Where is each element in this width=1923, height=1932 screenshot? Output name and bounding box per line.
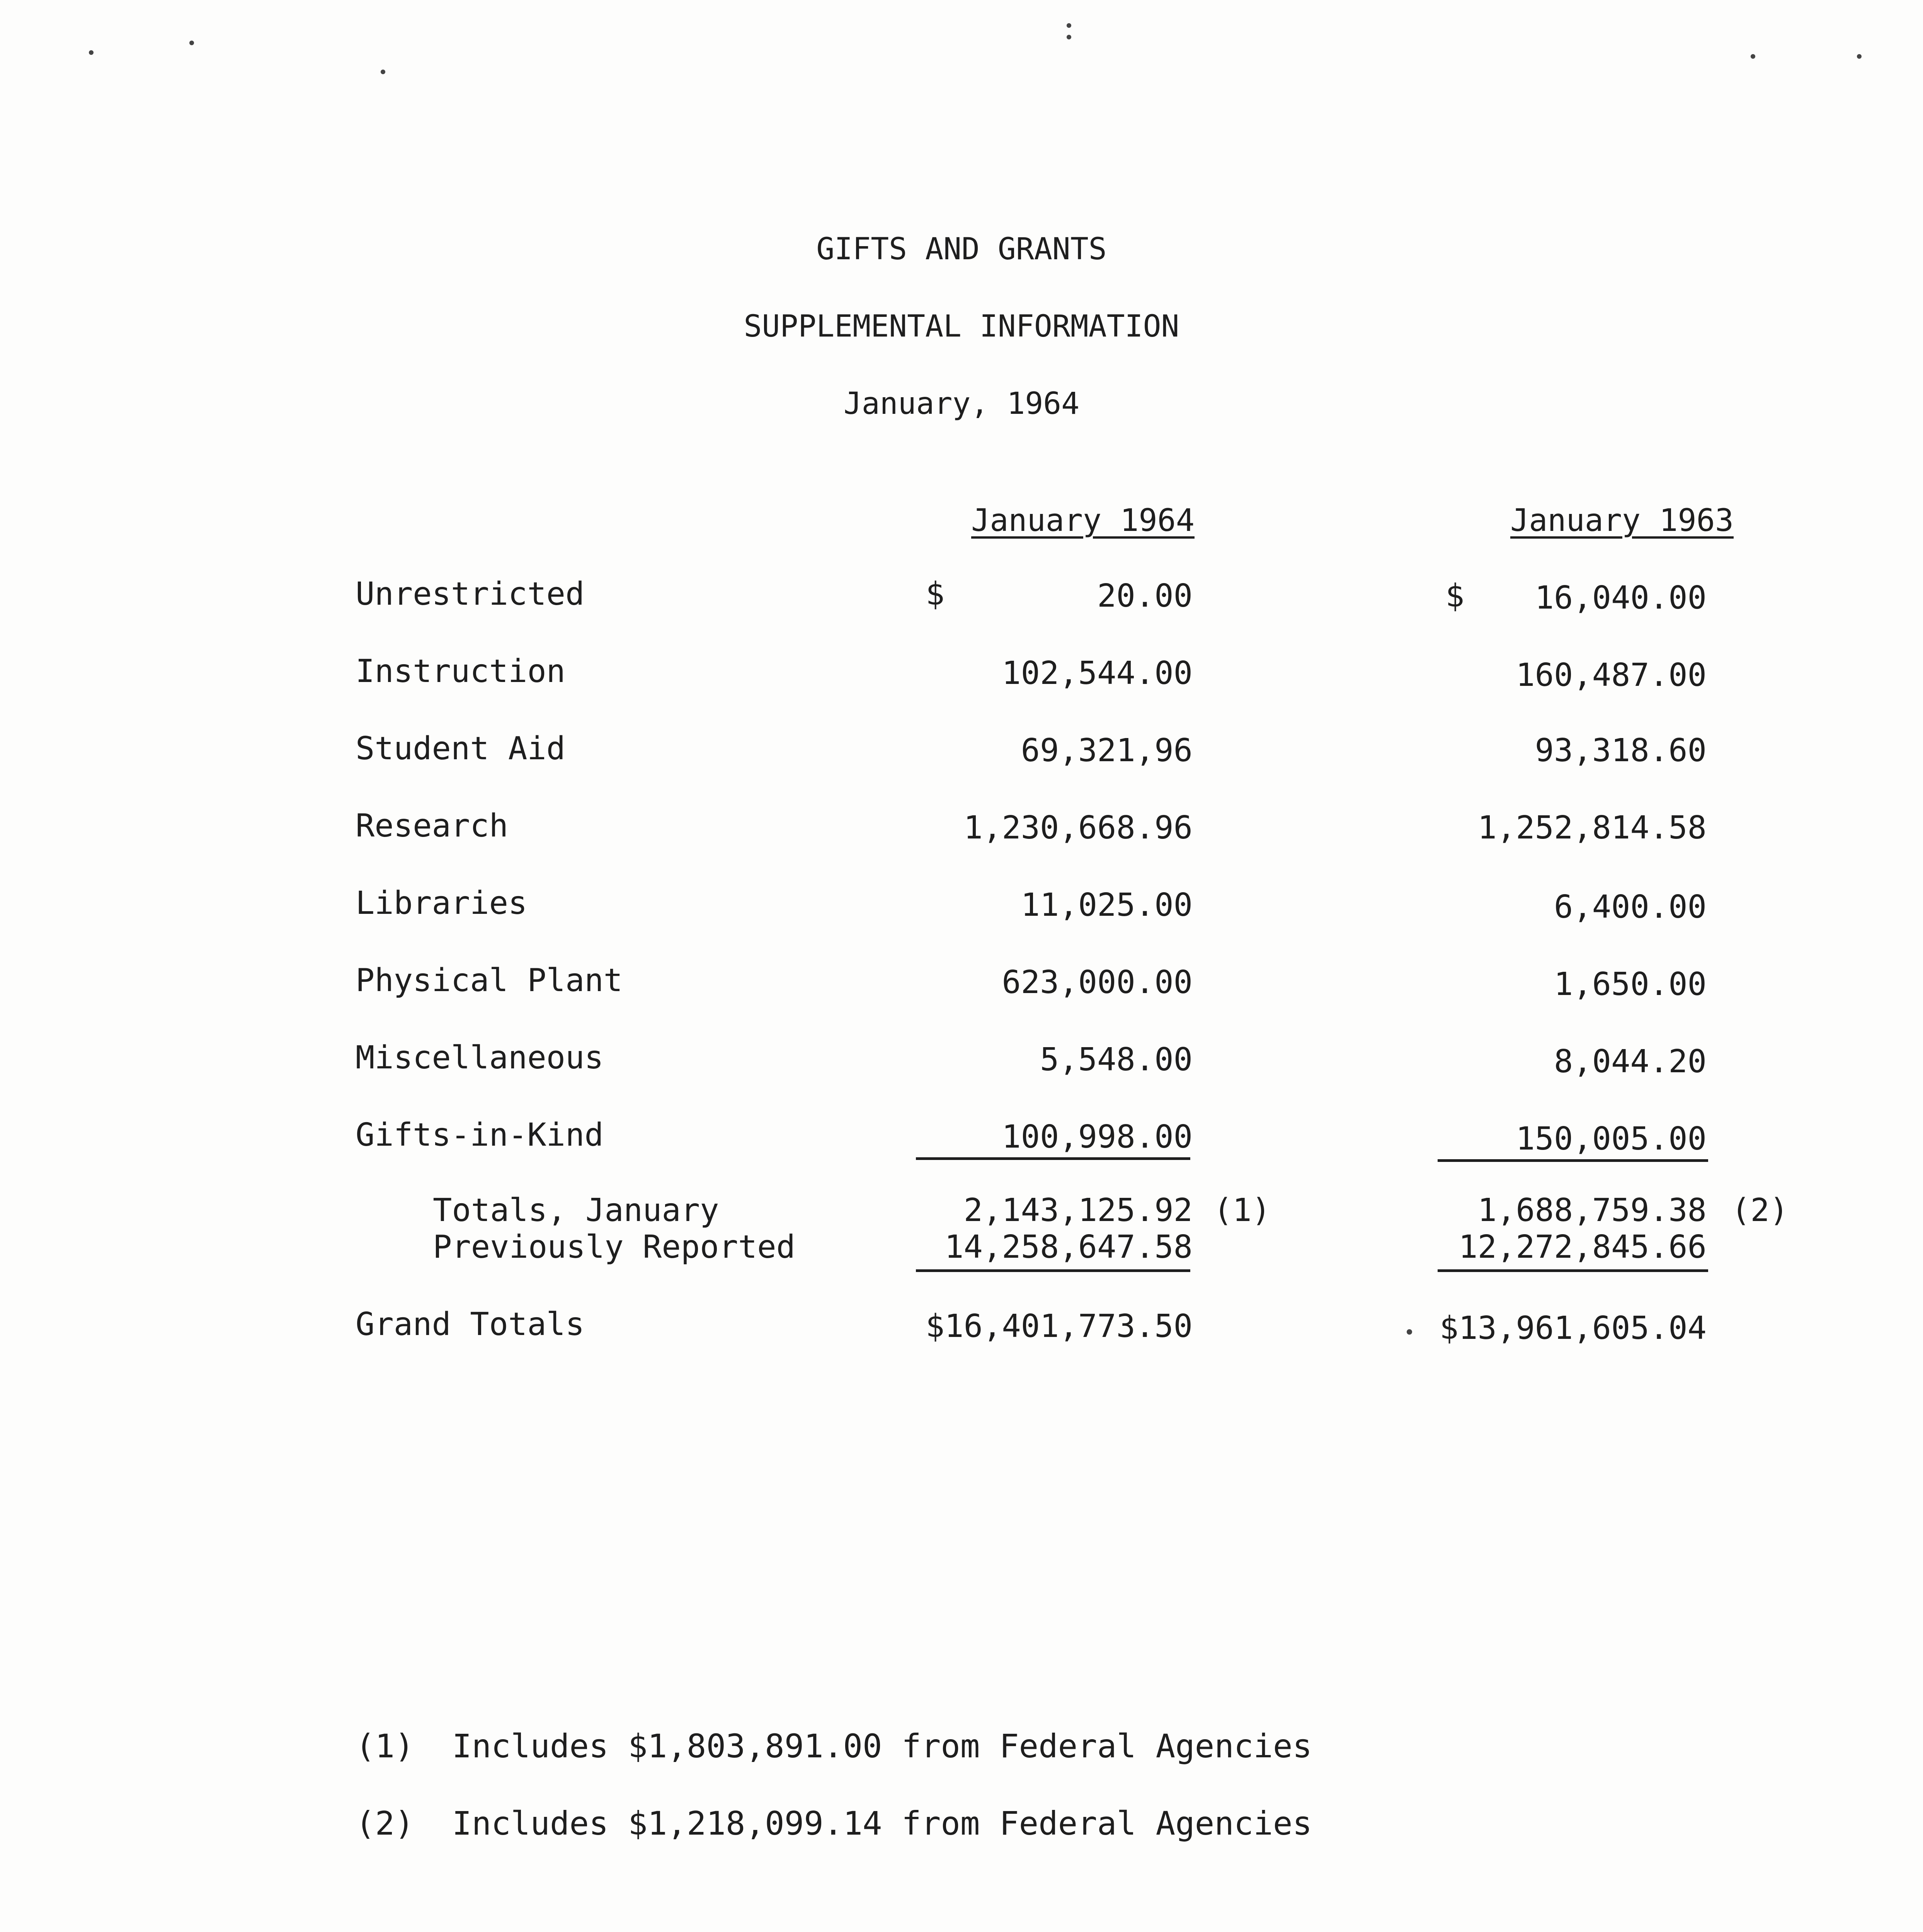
totals-january-current: 2,143,125.92 bbox=[963, 1192, 1193, 1229]
subtotal-rule bbox=[916, 1157, 1190, 1160]
row-value-current: 623,000.00 bbox=[1002, 964, 1193, 1001]
row-value-prior: 150,005.00 bbox=[1516, 1121, 1707, 1157]
scan-speck bbox=[89, 50, 94, 55]
footnote-number: (2) bbox=[356, 1804, 414, 1842]
row-value-current: 11,025.00 bbox=[1021, 887, 1193, 923]
row-value-current: 1,230,668.96 bbox=[963, 810, 1193, 846]
row-value-prior: 1,252,814.58 bbox=[1477, 810, 1707, 846]
footnote-text: Includes $1,218,099.14 from Federal Agencies bbox=[452, 1804, 1312, 1842]
total-rule bbox=[1438, 1269, 1708, 1272]
previously-reported-current: 14,258,647.58 bbox=[944, 1229, 1193, 1265]
totals-january-label: Totals, January bbox=[433, 1192, 719, 1229]
footnote-number: (1) bbox=[356, 1727, 414, 1765]
currency-symbol-prior: $ bbox=[1445, 578, 1465, 614]
totals-january-prior: 1,688,759.38 bbox=[1477, 1192, 1707, 1229]
row-label-miscellaneous: Miscellaneous bbox=[356, 1039, 604, 1076]
row-label-research: Research bbox=[356, 808, 508, 844]
grand-totals-prior: $13,961,605.04 bbox=[1439, 1310, 1707, 1347]
document-date: January, 1964 bbox=[843, 386, 1080, 421]
row-label-physical-plant: Physical Plant bbox=[356, 962, 623, 999]
grand-totals-current: $16,401,773.50 bbox=[925, 1308, 1193, 1345]
row-label-student-aid: Student Aid bbox=[356, 730, 566, 767]
currency-symbol-current: $ bbox=[926, 576, 945, 612]
row-value-current: 69,321,96 bbox=[1021, 732, 1193, 769]
row-value-prior: 6,400.00 bbox=[1554, 889, 1707, 925]
footnote-text: Includes $1,803,891.00 from Federal Agencies bbox=[452, 1727, 1312, 1765]
footnote-marker: (2) bbox=[1731, 1192, 1789, 1229]
row-label-instruction: Instruction bbox=[356, 653, 566, 690]
column-header-prior: January 1963 bbox=[1510, 502, 1734, 538]
row-value-prior: 160,487.00 bbox=[1516, 657, 1707, 694]
footnote-marker: (1) bbox=[1213, 1192, 1271, 1229]
subtotal-rule bbox=[1438, 1159, 1708, 1162]
scan-speck bbox=[1857, 54, 1862, 59]
row-value-current: 100,998.00 bbox=[1002, 1119, 1193, 1155]
column-header-current: January 1964 bbox=[971, 502, 1195, 538]
scan-speck bbox=[1067, 35, 1071, 39]
row-label-gifts-in-kind: Gifts-in-Kind bbox=[356, 1117, 604, 1153]
footnote-2 bbox=[356, 1804, 1312, 1842]
footnote-1 bbox=[356, 1727, 1312, 1765]
row-value-current: 20.00 bbox=[1097, 578, 1193, 614]
row-value-current: 5,548.00 bbox=[1040, 1041, 1193, 1078]
row-label-unrestricted: Unrestricted bbox=[356, 576, 585, 612]
scan-speck bbox=[1751, 54, 1755, 59]
document-title: GIFTS AND GRANTS bbox=[816, 232, 1107, 267]
grand-totals-label: Grand Totals bbox=[356, 1306, 585, 1343]
scan-speck bbox=[381, 70, 385, 74]
row-value-prior: 16,040.00 bbox=[1535, 580, 1707, 616]
scan-speck bbox=[1067, 23, 1071, 28]
row-value-prior: 93,318.60 bbox=[1535, 732, 1707, 769]
previously-reported-label: Previously Reported bbox=[433, 1229, 795, 1265]
scan-speck bbox=[1407, 1329, 1412, 1335]
row-value-prior: 1,650.00 bbox=[1554, 966, 1707, 1003]
row-value-current: 102,544.00 bbox=[1002, 655, 1193, 692]
row-value-prior: 8,044.20 bbox=[1554, 1043, 1707, 1080]
document-subtitle: SUPPLEMENTAL INFORMATION bbox=[744, 309, 1179, 344]
total-rule bbox=[916, 1269, 1190, 1272]
row-label-libraries: Libraries bbox=[356, 885, 528, 922]
previously-reported-prior: 12,272,845.66 bbox=[1458, 1229, 1707, 1265]
scan-speck bbox=[189, 41, 194, 45]
